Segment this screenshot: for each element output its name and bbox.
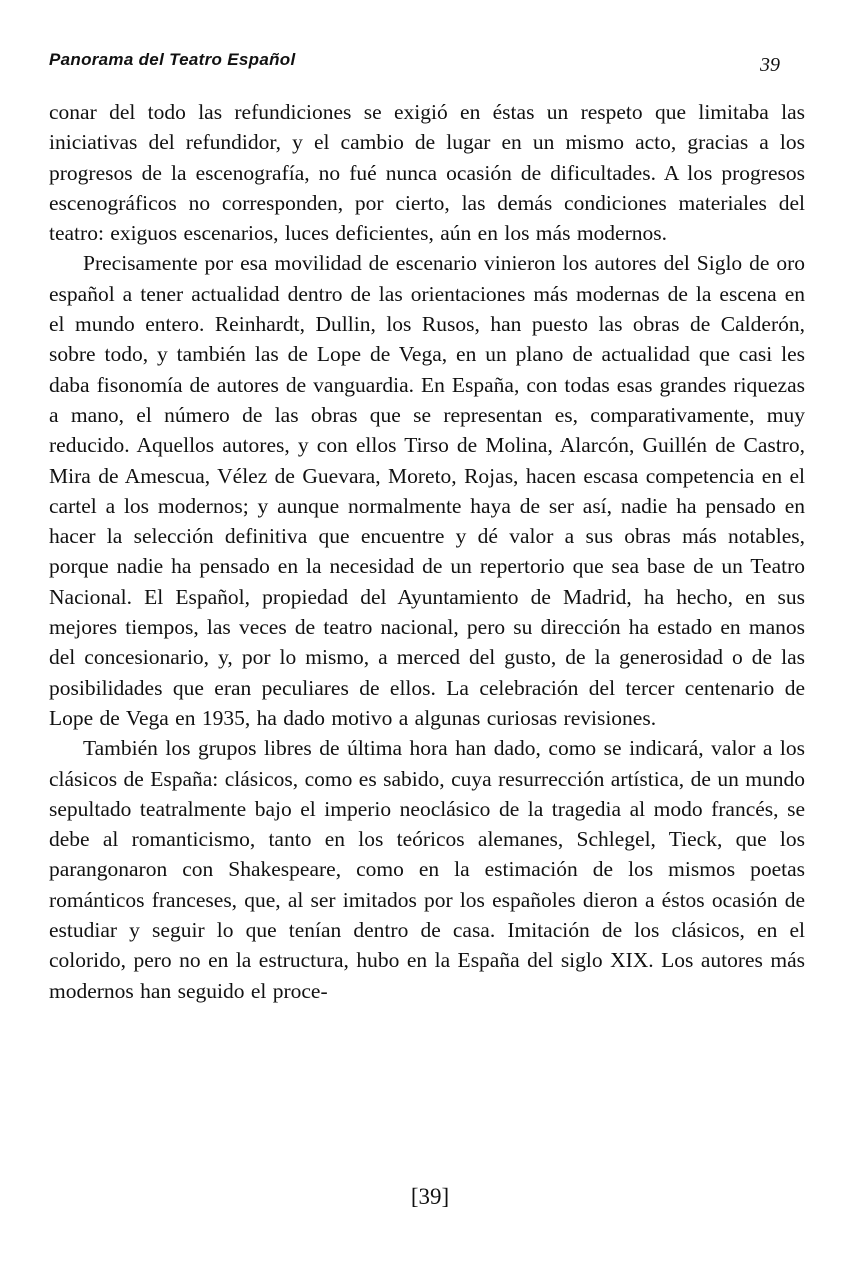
paragraph: También los grupos libres de última hora han dado, como se indicará, valor a los clásicos de España: clásicos, como es sabido, cuya resurrección artística, de un mundo sepultado teatralmente bajo el imperio neoclásico de la tragedia al modo francés, se debe al romanticismo, tanto en los teóricos alemanes, Schlegel, Tieck, que los parangonaron con Shakespeare, como en la estimación de los mismos poetas románticos franceses, que, al ser imitados por los españoles dieron a éstos ocasión de estudiar y seguir lo que tenían dentro de casa. Imitación de los clásicos, en el colorido, pero no en la estructura, hubo en la España del siglo XIX. Los autores más modernos han seguido el proce- bbox=[49, 736, 805, 1003]
paragraph: Precisamente por esa movilidad de escenario vinieron los autores del Siglo de oro español a tener actualidad dentro de las orientaciones más modernas de la escena en el mundo entero. Reinhardt, Dullin, los Rusos, han puesto las obras de Calderón, sobre todo, y también las de Lope de Vega, en un plano de actualidad que casi les daba fisonomía de autores de vanguardia. En España, con todas esas grandes riquezas a mano, el número de las obras que se representan es, comparativamente, muy reducido. Aquellos autores, y con ellos Tirso de Molina, Alarcón, Guillén de Castro, Mira de Amescua, Vélez de Guevara, Moreto, Rojas, hacen escasa competencia en el cartel a los modernos; y aunque normalmente haya de ser así, nadie ha pensado en hacer la selección definitiva que encuentre y dé valor a sus obras más notables, porque nadie ha pensado en la necesidad de un repertorio que sea base de un Teatro Nacional. El Español, propiedad del Ayuntamiento de Madrid, ha hecho, en sus mejores tiempos, las veces de teatro nacional, pero su dirección ha estado en manos del concesionario, y, por lo mismo, a merced del gusto, de la generosidad o de las posibilidades que eran peculiares de ellos. La celebración del tercer centenario de Lope de Vega en 1935, ha dado motivo a algunas curiosas revisiones. bbox=[49, 251, 805, 730]
folio: [39] bbox=[410, 1184, 450, 1209]
paragraph-continuation: conar del todo las refundiciones se exigió en éstas un respeto que limitaba las iniciativas del refundidor, y el cambio de lugar en un mismo acto, gracias a los progresos de la escenografía, no fué nunca ocasión de dificultades. A los progresos escenográficos no corresponden, por cierto, las demás condiciones materiales del teatro: exiguos escenarios, luces deficientes, aún en los más modernos. bbox=[49, 100, 805, 246]
running-head bbox=[49, 50, 780, 80]
body-text bbox=[49, 97, 805, 1006]
page-number: 39 bbox=[760, 54, 780, 76]
running-title: Panorama del Teatro Español bbox=[49, 50, 296, 69]
